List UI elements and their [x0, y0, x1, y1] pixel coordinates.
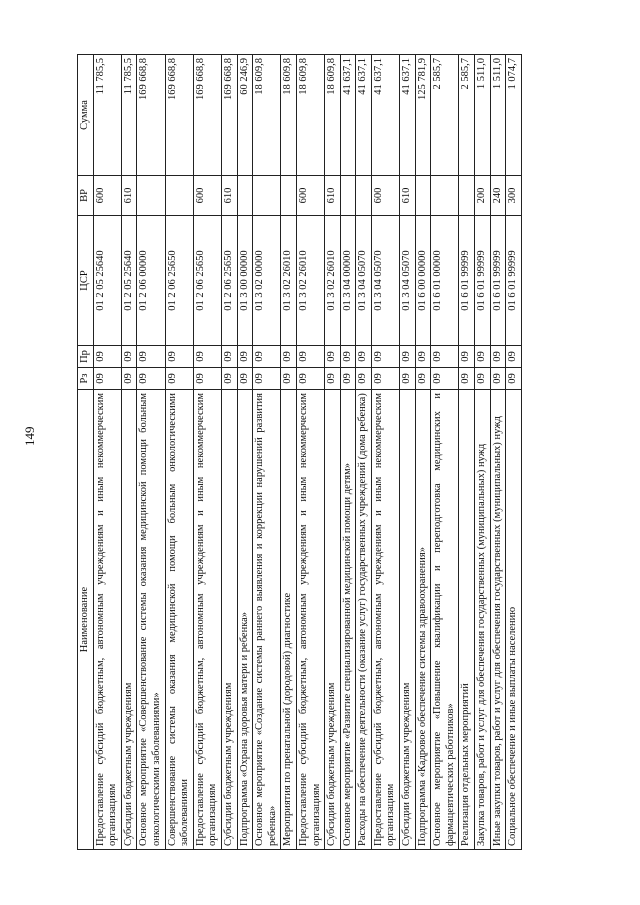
cell-rz: 09	[459, 368, 475, 390]
table-row	[281, 55, 297, 850]
cell-rz: 09	[371, 368, 399, 390]
table-row	[253, 55, 281, 850]
cell-sum: 60 246,9	[237, 55, 253, 176]
table-row	[431, 55, 459, 850]
cell-pr: 09	[253, 346, 281, 368]
table-row	[400, 55, 416, 850]
cell-csr: 01 2 06 25650	[193, 216, 221, 346]
cell-name: Субсидии бюджетным учреждениям	[221, 390, 237, 850]
cell-rz: 09	[400, 368, 416, 390]
cell-name: Предоставление субсидий бюджетным, автономным учреждениям и иным некоммерческим организациям	[296, 390, 324, 850]
header-vr: ВР	[78, 176, 94, 216]
table-row	[340, 55, 356, 850]
cell-vr: 610	[325, 176, 341, 216]
cell-name: Предоставление субсидий бюджетным, автономным учреждениям и иным некоммерческим организациям	[93, 390, 121, 850]
cell-pr: 09	[475, 346, 491, 368]
cell-name: Иные закупки товаров, работ и услуг для обеспечения государственных (муниципальных) нужд	[490, 390, 506, 850]
cell-pr: 09	[356, 346, 372, 368]
cell-name: Предоставление субсидий бюджетным, автономным учреждениям и иным некоммерческим организациям	[193, 390, 221, 850]
cell-pr: 09	[221, 346, 237, 368]
cell-rz: 09	[137, 368, 165, 390]
cell-pr: 09	[121, 346, 137, 368]
header-rz: Рз	[78, 368, 94, 390]
cell-vr	[340, 176, 356, 216]
cell-pr: 09	[400, 346, 416, 368]
cell-sum: 18 609,8	[296, 55, 324, 176]
cell-pr: 09	[93, 346, 121, 368]
cell-name: Основное мероприятие «Создание системы раннего выявления и коррекции нарушений развития ребенка»	[253, 390, 281, 850]
cell-csr: 01 6 01 99999	[459, 216, 475, 346]
cell-csr: 01 2 06 25650	[221, 216, 237, 346]
table-row	[490, 55, 506, 850]
cell-sum: 169 668,8	[193, 55, 221, 176]
cell-pr: 09	[237, 346, 253, 368]
table-row	[165, 55, 193, 850]
cell-sum: 169 668,8	[165, 55, 193, 176]
header-pr: Пр	[78, 346, 94, 368]
cell-pr: 09	[165, 346, 193, 368]
header-sum: Сумма	[78, 55, 94, 176]
cell-rz: 09	[325, 368, 341, 390]
cell-csr: 01 3 02 26010	[325, 216, 341, 346]
cell-sum: 18 609,8	[281, 55, 297, 176]
cell-name: Совершенствование системы оказания медицинской помощи больным онкологическими заболеваниями	[165, 390, 193, 850]
cell-vr: 610	[121, 176, 137, 216]
cell-name: Субсидии бюджетным учреждениям	[121, 390, 137, 850]
cell-sum: 41 637,1	[340, 55, 356, 176]
cell-sum: 41 637,1	[400, 55, 416, 176]
cell-name: Реализация отдельных мероприятий	[459, 390, 475, 850]
cell-sum: 1 074,7	[506, 55, 522, 176]
cell-pr: 09	[459, 346, 475, 368]
table-row	[237, 55, 253, 850]
cell-pr: 09	[371, 346, 399, 368]
cell-vr	[431, 176, 459, 216]
table-header-row	[78, 55, 94, 850]
cell-csr: 01 2 05 25640	[121, 216, 137, 346]
table-row	[506, 55, 522, 850]
cell-csr: 01 6 00 00000	[415, 216, 431, 346]
cell-sum: 2 585,7	[459, 55, 475, 176]
cell-sum: 169 668,8	[221, 55, 237, 176]
cell-name: Социальное обеспечение и иные выплаты населению	[506, 390, 522, 850]
cell-vr	[281, 176, 297, 216]
cell-csr: 01 3 04 05070	[356, 216, 372, 346]
cell-rz: 09	[296, 368, 324, 390]
page-number: 149	[22, 426, 37, 446]
header-name: Наименование	[78, 390, 94, 850]
table-row	[93, 55, 121, 850]
cell-pr: 09	[281, 346, 297, 368]
table-row	[371, 55, 399, 850]
cell-vr: 300	[506, 176, 522, 216]
cell-rz: 09	[475, 368, 491, 390]
table-row	[415, 55, 431, 850]
cell-pr: 09	[415, 346, 431, 368]
table-row	[221, 55, 237, 850]
cell-pr: 09	[325, 346, 341, 368]
table-body	[93, 55, 521, 850]
cell-name: Расходы на обеспечение деятельности (оказание услуг) государственных учреждений (дома ребенка)	[356, 390, 372, 850]
cell-sum: 41 637,1	[371, 55, 399, 176]
table-row	[475, 55, 491, 850]
cell-csr: 01 6 01 99999	[490, 216, 506, 346]
cell-name: Закупка товаров, работ и услуг для обеспечения государственных (муниципальных) нужд	[475, 390, 491, 850]
table-row	[356, 55, 372, 850]
cell-sum: 169 668,8	[137, 55, 165, 176]
cell-csr: 01 3 02 00000	[253, 216, 281, 346]
cell-csr: 01 3 04 05070	[371, 216, 399, 346]
table-row	[459, 55, 475, 850]
cell-rz: 09	[281, 368, 297, 390]
cell-sum: 1 511,0	[475, 55, 491, 176]
cell-csr: 01 6 01 00000	[431, 216, 459, 346]
cell-name: Подпрограмма «Охрана здоровья матери и ребенка»	[237, 390, 253, 850]
cell-csr: 01 2 06 25650	[165, 216, 193, 346]
cell-vr	[415, 176, 431, 216]
cell-csr: 01 6 01 99999	[506, 216, 522, 346]
cell-sum: 18 609,8	[325, 55, 341, 176]
cell-vr: 610	[400, 176, 416, 216]
cell-name: Основное мероприятие «Развитие специализированной медицинской помощи детям»	[340, 390, 356, 850]
cell-vr	[356, 176, 372, 216]
cell-csr: 01 3 02 26010	[296, 216, 324, 346]
cell-rz: 09	[340, 368, 356, 390]
cell-rz: 09	[237, 368, 253, 390]
cell-vr: 600	[371, 176, 399, 216]
cell-sum: 1 511,0	[490, 55, 506, 176]
budget-table	[77, 54, 522, 850]
cell-rz: 09	[431, 368, 459, 390]
cell-rz: 09	[356, 368, 372, 390]
cell-rz: 09	[93, 368, 121, 390]
table-row	[325, 55, 341, 850]
cell-name: Подпрограмма «Кадровое обеспечение системы здравоохранения»	[415, 390, 431, 850]
cell-vr	[237, 176, 253, 216]
cell-pr: 09	[296, 346, 324, 368]
cell-vr	[253, 176, 281, 216]
cell-name: Предоставление субсидий бюджетным, автономным учреждениям и иным некоммерческим организациям	[371, 390, 399, 850]
cell-name: Основное мероприятие «Повышение квалификации и переподготовка медицинских и фармацевтических работников»	[431, 390, 459, 850]
cell-csr: 01 3 04 00000	[340, 216, 356, 346]
cell-vr: 600	[193, 176, 221, 216]
table-row	[121, 55, 137, 850]
cell-rz: 09	[221, 368, 237, 390]
table-row	[137, 55, 165, 850]
cell-pr: 09	[137, 346, 165, 368]
cell-name: Субсидии бюджетным учреждениям	[325, 390, 341, 850]
cell-csr: 01 3 02 26010	[281, 216, 297, 346]
cell-rz: 09	[490, 368, 506, 390]
cell-vr	[137, 176, 165, 216]
cell-pr: 09	[340, 346, 356, 368]
cell-sum: 18 609,8	[253, 55, 281, 176]
cell-name: Основное мероприятие «Совершенствование системы оказания медицинской помощи больным онкологическими заболеваниями»	[137, 390, 165, 850]
cell-rz: 09	[193, 368, 221, 390]
cell-name: Мероприятия по пренатальной (дородовой) диагностике	[281, 390, 297, 850]
cell-rz: 09	[253, 368, 281, 390]
cell-rz: 09	[415, 368, 431, 390]
cell-rz: 09	[506, 368, 522, 390]
cell-pr: 09	[193, 346, 221, 368]
cell-rz: 09	[165, 368, 193, 390]
cell-pr: 09	[490, 346, 506, 368]
cell-vr: 200	[475, 176, 491, 216]
cell-vr: 600	[296, 176, 324, 216]
table-row	[296, 55, 324, 850]
cell-sum: 2 585,7	[431, 55, 459, 176]
cell-csr: 01 2 05 25640	[93, 216, 121, 346]
table-row	[193, 55, 221, 850]
cell-sum: 11 785,5	[121, 55, 137, 176]
cell-name: Субсидии бюджетным учреждениям	[400, 390, 416, 850]
cell-rz: 09	[121, 368, 137, 390]
cell-pr: 09	[431, 346, 459, 368]
cell-sum: 125 781,9	[415, 55, 431, 176]
cell-csr: 01 6 01 99999	[475, 216, 491, 346]
cell-vr: 600	[93, 176, 121, 216]
cell-sum: 41 637,1	[356, 55, 372, 176]
cell-vr	[459, 176, 475, 216]
cell-csr: 01 3 00 00000	[237, 216, 253, 346]
cell-csr: 01 3 04 05070	[400, 216, 416, 346]
header-csr: ЦСР	[78, 216, 94, 346]
cell-vr	[165, 176, 193, 216]
cell-csr: 01 2 06 00000	[137, 216, 165, 346]
cell-sum: 11 785,5	[93, 55, 121, 176]
cell-vr: 610	[221, 176, 237, 216]
budget-table-container	[77, 55, 559, 850]
cell-pr: 09	[506, 346, 522, 368]
cell-vr: 240	[490, 176, 506, 216]
